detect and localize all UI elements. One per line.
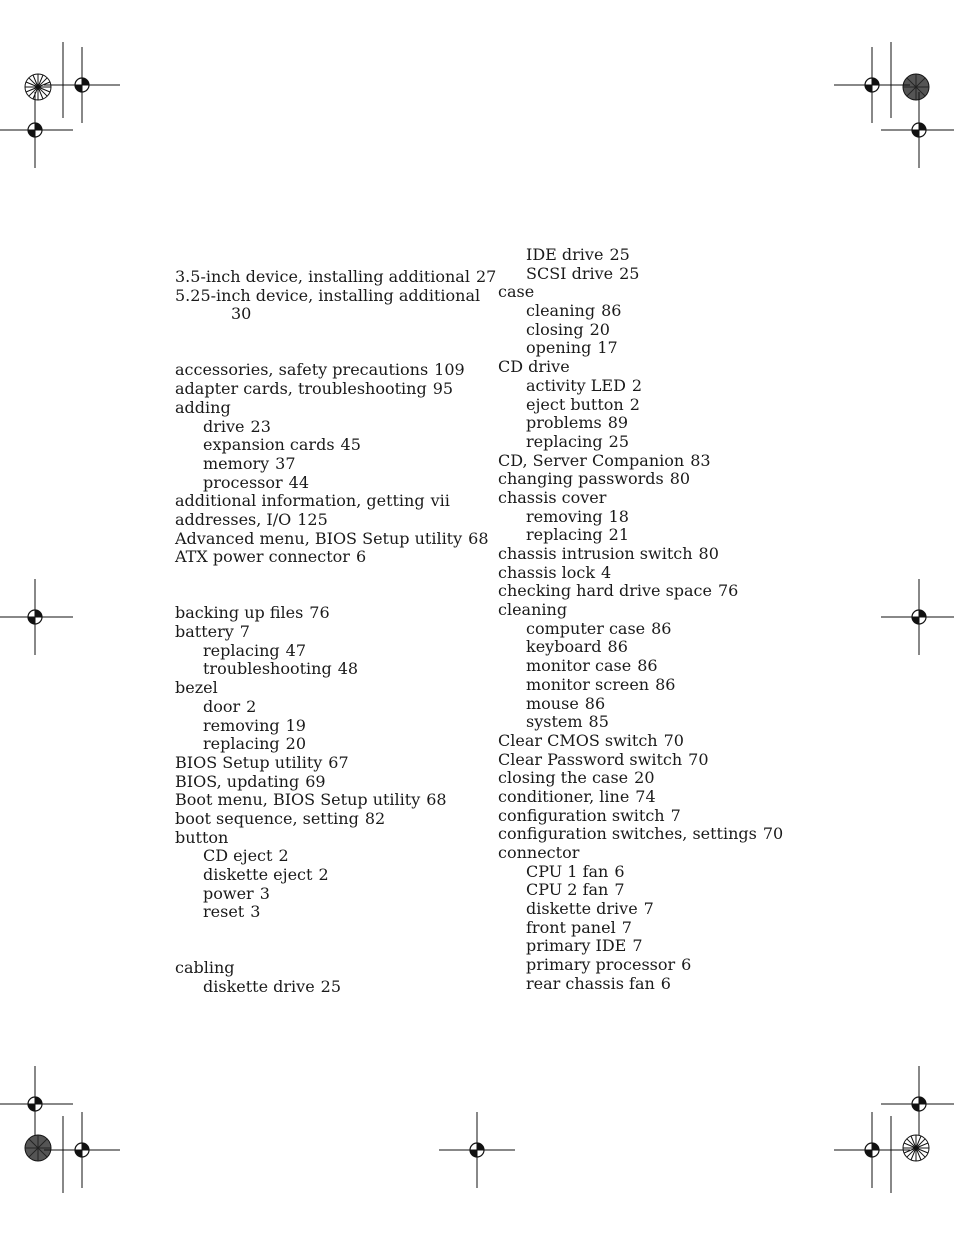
index-page-number: 6 (660, 973, 671, 993)
index-entry (498, 769, 798, 788)
index-page-number: 80 (669, 469, 691, 489)
index-page-number: 21 (608, 525, 629, 545)
index-subentry (498, 433, 798, 452)
index-entry (498, 582, 798, 601)
index-page-number: 6 (355, 547, 367, 567)
index-term: opening (526, 338, 592, 358)
index-subentry (175, 978, 485, 997)
index-term: primary IDE (526, 936, 627, 956)
index-page-number: 86 (584, 693, 606, 713)
index-term: problems (526, 413, 602, 433)
index-term: 5.25-inch device, installing additional (175, 285, 481, 305)
index-page-number: 20 (634, 768, 655, 788)
index-term: closing (526, 319, 584, 339)
index-term: checking hard drive space (498, 581, 712, 601)
index-subentry (498, 863, 798, 882)
index-entry (175, 399, 485, 418)
index-term: accessories, safety precautions (175, 360, 429, 380)
index-entry (175, 791, 485, 810)
index-entry (175, 492, 485, 511)
index-page-number: 17 (597, 338, 618, 358)
index-subentry (498, 377, 798, 396)
index-term: removing (203, 715, 280, 735)
index-entry (498, 601, 798, 620)
index-page-number: 125 (297, 509, 328, 529)
index-entry (175, 528, 489, 549)
index-entry (498, 788, 798, 807)
index-subentry (498, 638, 798, 657)
index-term: SCSI drive (526, 263, 614, 283)
index-column-right (498, 246, 798, 994)
registration-crosshair-icon (834, 1112, 910, 1188)
index-subentry (175, 418, 485, 437)
index-term: expansion cards (203, 435, 335, 455)
index-subentry (498, 919, 798, 938)
starburst-target-icon (903, 1135, 929, 1161)
index-page-number: 109 (434, 360, 465, 380)
registration-crosshair-icon (44, 47, 120, 123)
index-term: CD, Server Companion (498, 450, 685, 470)
index-page-number: 76 (717, 581, 739, 601)
index-page-number: 7 (670, 805, 681, 825)
index-entry (498, 844, 798, 863)
index-entry (175, 267, 497, 287)
index-term: computer case (526, 618, 646, 638)
index-term: keyboard (526, 637, 602, 657)
index-page-number: 44 (288, 472, 310, 492)
index-term: drive (203, 416, 245, 436)
index-page-number: 37 (275, 453, 296, 473)
index-entry (175, 604, 485, 623)
index-page-number: 2 (631, 375, 643, 395)
index-section-gap (175, 922, 485, 959)
index-entry (498, 751, 798, 770)
index-subentry (175, 642, 485, 661)
index-term: processor (203, 472, 283, 492)
index-entry (175, 623, 485, 642)
index-term: boot sequence, setting (175, 808, 359, 828)
index-term: chassis cover (498, 487, 607, 507)
index-term: rear chassis fan (526, 973, 655, 993)
index-page-number: 76 (309, 603, 330, 623)
index-subentry (175, 305, 485, 324)
index-page-number: 20 (285, 734, 306, 754)
index-entry (175, 810, 485, 829)
index-page-number: 47 (285, 640, 306, 660)
index-subentry (498, 508, 798, 527)
index-term: closing the case (498, 768, 629, 788)
index-term: removing (526, 506, 603, 526)
index-page-number: 7 (643, 899, 654, 919)
index-subentry (498, 246, 798, 265)
index-page-number: 4 (601, 562, 612, 582)
index-term: connector (498, 843, 580, 862)
index-term: eject button (526, 394, 624, 414)
index-page-number: 27 (475, 267, 497, 286)
index-page-number: 7 (614, 880, 625, 900)
index-entry (498, 470, 798, 489)
registration-crosshair-icon (881, 579, 954, 655)
index-subentry (498, 975, 798, 994)
index-term: replacing (203, 734, 280, 754)
index-section-gap (175, 567, 485, 604)
registration-crosshair-icon (881, 1066, 954, 1142)
index-term: cleaning (498, 600, 568, 620)
index-page-number: 74 (635, 786, 656, 806)
index-page-number: 82 (364, 808, 386, 828)
registration-crosshair-icon (834, 47, 910, 123)
index-subentry (175, 660, 485, 679)
index-term: monitor screen (526, 674, 650, 694)
starburst-target-icon (903, 74, 929, 100)
index-section-gap (175, 324, 485, 361)
index-page-number: 25 (320, 977, 342, 997)
index-term: Clear Password switch (498, 749, 683, 769)
index-term: replacing (203, 640, 280, 660)
index-term: addresses, I/O (175, 509, 292, 529)
index-page-number: 48 (337, 659, 359, 679)
index-page-number: 20 (589, 319, 610, 339)
index-term: reset (203, 902, 245, 922)
index-page-number: 70 (762, 824, 784, 844)
index-subentry (175, 474, 485, 493)
index-term: troubleshooting (203, 659, 332, 679)
index-term: diskette drive (526, 899, 638, 919)
index-subentry (175, 436, 485, 455)
index-entry (498, 807, 798, 826)
index-entry (498, 545, 798, 564)
index-page-number: 68 (426, 790, 447, 810)
index-term: bezel (175, 678, 218, 698)
index-page-number: 7 (621, 917, 632, 937)
index-page-number: 3 (259, 883, 270, 903)
index-entry (175, 829, 485, 848)
index-term: CPU 1 fan (526, 861, 609, 881)
index-term: IDE drive (526, 245, 604, 264)
index-subentry (175, 885, 485, 904)
index-term: 3.5-inch device, installing additional (175, 267, 470, 286)
index-entry (175, 679, 485, 698)
index-term: system (526, 712, 583, 732)
index-page-number: 86 (637, 656, 658, 676)
index-term: configuration switches, settings (498, 824, 757, 844)
index-term: activity LED (526, 375, 626, 395)
index-term: button (175, 827, 229, 847)
index-page-number: 7 (632, 936, 643, 956)
index-term: monitor case (526, 656, 632, 676)
index-term: adding (175, 397, 231, 417)
index-page-number: 68 (468, 528, 489, 548)
index-term: chassis lock (498, 562, 596, 582)
index-column-left (175, 267, 497, 997)
index-entry (175, 287, 485, 306)
index-page-number: 25 (608, 431, 629, 451)
index-subentry (175, 717, 485, 736)
index-term: power (203, 883, 254, 903)
index-subentry (175, 698, 485, 717)
starburst-target-icon (25, 74, 51, 100)
index-page-number: 86 (601, 301, 622, 321)
index-subentry (498, 937, 798, 956)
index-term: CPU 2 fan (526, 880, 609, 900)
index-page-number: 86 (651, 618, 672, 638)
index-page-number: 69 (305, 771, 326, 791)
index-page-number: 30 (231, 304, 252, 324)
index-entry (175, 548, 485, 567)
index-page-number: 23 (250, 416, 271, 436)
index-entry (175, 361, 485, 380)
index-subentry (498, 900, 798, 919)
index-term: BIOS Setup utility (175, 752, 323, 772)
index-subentry (498, 396, 798, 415)
index-term: Clear CMOS switch (498, 730, 658, 750)
index-subentry (498, 339, 798, 358)
index-term: cleaning (526, 301, 596, 321)
index-subentry (175, 847, 485, 866)
index-term: replacing (526, 431, 603, 451)
index-page-number: 6 (614, 861, 625, 881)
index-page-number: 70 (688, 749, 709, 769)
index-entry (175, 754, 485, 773)
registration-crosshair-icon (0, 579, 73, 655)
index-page-number: 86 (655, 674, 676, 694)
index-term: backing up files (175, 603, 304, 623)
index-term: cabling (175, 958, 235, 978)
registration-crosshair-icon (44, 1112, 120, 1188)
registration-crosshair-icon (0, 1066, 73, 1142)
index-subentry (498, 321, 798, 340)
index-term: CD eject (203, 846, 273, 866)
index-entry (175, 959, 485, 978)
index-subentry (175, 735, 485, 754)
index-term: case (498, 282, 535, 302)
index-term: configuration switch (498, 805, 665, 825)
index-page-number: 67 (328, 752, 349, 772)
index-subentry (498, 881, 798, 900)
index-subentry (175, 455, 485, 474)
index-subentry (175, 866, 485, 885)
index-entry (175, 511, 485, 530)
index-term: mouse (526, 693, 579, 713)
index-term: BIOS, updating (175, 771, 300, 791)
starburst-target-icon (25, 1135, 51, 1161)
registration-crosshair-icon (439, 1112, 515, 1188)
index-entry (498, 564, 798, 583)
index-term: chassis intrusion switch (498, 544, 693, 563)
index-term: Advanced menu, BIOS Setup utility (175, 528, 463, 548)
index-page-number: 85 (588, 712, 609, 732)
index-term: changing passwords (498, 469, 664, 489)
index-term: door (203, 696, 241, 716)
index-page-number: 18 (608, 506, 629, 526)
index-term: battery (175, 622, 234, 642)
index-page-number: 86 (607, 637, 628, 657)
index-subentry (498, 620, 798, 639)
index-entry (498, 452, 798, 471)
index-entry (498, 825, 798, 844)
index-entry (498, 732, 798, 751)
index-term: primary processor (526, 955, 676, 975)
index-page-number: 2 (629, 394, 640, 414)
index-subentry (498, 302, 798, 321)
index-term: front panel (526, 917, 616, 937)
index-page-number: 2 (246, 696, 257, 716)
index-page-number: 25 (619, 263, 640, 283)
index-subentry (175, 903, 485, 922)
index-subentry (498, 695, 798, 714)
index-subentry (498, 956, 798, 975)
index-entry (498, 489, 798, 508)
index-subentry (498, 676, 798, 695)
index-term: replacing (526, 525, 603, 545)
index-term: diskette eject (203, 865, 313, 885)
index-term: Boot menu, BIOS Setup utility (175, 790, 421, 810)
index-term: diskette drive (203, 977, 315, 997)
index-subentry (498, 526, 798, 545)
index-page-number: 89 (607, 413, 629, 433)
index-entry (498, 358, 798, 377)
index-page-number: 2 (318, 865, 329, 885)
index-page-number: 19 (285, 715, 306, 735)
registration-crosshair-icon (881, 92, 954, 168)
index-term: CD drive (498, 357, 570, 377)
index-page-number: 83 (690, 450, 711, 470)
index-term: conditioner, line (498, 786, 630, 806)
index-term: ATX power connector (175, 547, 350, 567)
index-page-number: 2 (278, 846, 289, 866)
index-entry (175, 773, 485, 792)
index-page-number: 25 (609, 245, 630, 264)
index-page-number: 45 (340, 435, 361, 455)
index-page-number: 3 (250, 902, 261, 922)
index-subentry (498, 414, 798, 433)
index-page-number: 95 (432, 379, 454, 399)
index-subentry (498, 713, 798, 732)
index-subentry (498, 265, 798, 284)
index-entry (498, 283, 798, 302)
index-term: adapter cards, troubleshooting (175, 379, 427, 399)
index-page-number: 7 (239, 622, 250, 642)
index-subentry (498, 657, 798, 676)
index-page-number: 80 (698, 544, 719, 563)
index-term: memory (203, 453, 270, 473)
index-page-number: 70 (663, 730, 684, 750)
index-entry (175, 380, 485, 399)
index-page-number: 6 (681, 955, 692, 975)
index-term: additional information, getting (175, 491, 425, 511)
index-page-number: vii (430, 491, 450, 511)
registration-crosshair-icon (0, 92, 73, 168)
